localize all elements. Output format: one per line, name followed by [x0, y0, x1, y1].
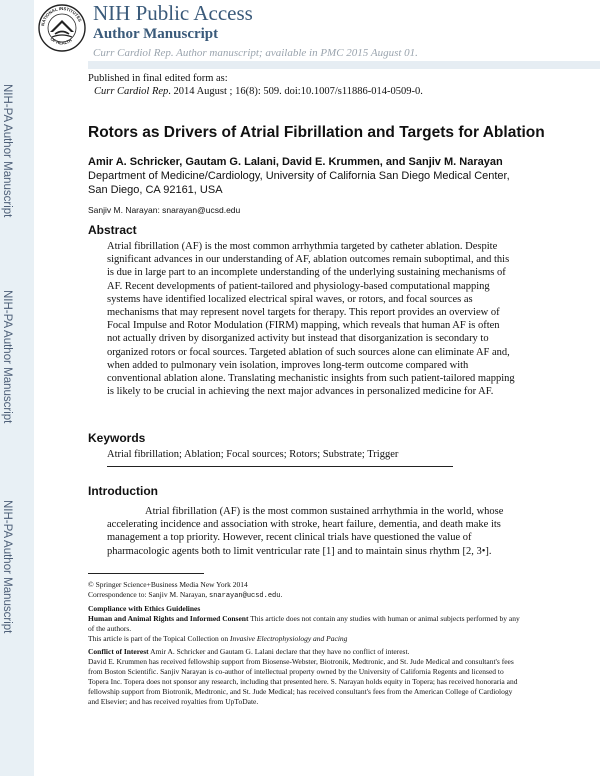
svg-text:OF HEALTH: OF HEALTH: [49, 36, 73, 46]
contact-email: Sanjiv M. Narayan: snarayan@ucsd.edu: [88, 205, 241, 215]
keywords-text: Atrial fibrillation; Ablation; Focal sources; Rotors; Substrate; Trigger: [107, 449, 399, 460]
svg-text:NATIONAL INSTITUTES: NATIONAL INSTITUTES: [40, 5, 83, 27]
header-note: Curr Cardiol Rep. Author manuscript; available in PMC 2015 August 01.: [93, 47, 418, 59]
abstract-heading: Abstract: [88, 223, 137, 237]
topical-collection: This article is part of the Topical Collection on Invasive Electrophysiology and Pacing: [88, 634, 348, 643]
header-title: NIH Public Access: [93, 1, 253, 25]
introduction-text: Atrial fibrillation (AF) is the most common sustained arrhythmia in the world, whose accelerating incidence and association with stroke, heart failure, dementia, and death make its management a top priority. However, recent clinical trials have questioned the value of pharmacologic agents both to limit ventricular rate [1] and to maintain sinus rhythm [2, 3•].: [107, 506, 504, 557]
human-rights: Human and Animal Rights and Informed Consent This article does not contain any studies with human or animal subjects performed by any of the authors.: [88, 614, 520, 633]
publication-info: [88, 72, 423, 98]
introduction-heading: Introduction: [88, 484, 158, 498]
header-subtitle: Author Manuscript: [93, 26, 219, 42]
correspondence-email: snarayan@ucsd.edu: [209, 592, 281, 600]
journal-name: Curr Cardiol Rep: [94, 86, 169, 97]
footnote-rule: [88, 573, 204, 574]
citation-details: . 2014 August ; 16(8): 509. doi:10.1007/s11886-014-0509-0.: [168, 86, 423, 97]
copyright: © Springer Science+Business Media New York 2014: [88, 580, 248, 589]
citation: [88, 85, 423, 98]
correspondence: Correspondence to: Sanjiv M. Narayan, snarayan@ucsd.edu.: [88, 590, 283, 600]
conflict-of-interest: Conflict of Interest Amir A. Schricker and Gautam G. Lalani declare that they have no conflict of interest.: [88, 647, 410, 656]
header-rule: [88, 61, 600, 69]
abstract-text: Atrial fibrillation (AF) is the most common arrhythmia targeted by catheter ablation. Despite significant advances in our understanding of AF, ablation outcomes remain suboptimal, and this is due in large part to an incomplete understanding of the underlying sustaining mechanisms of AF. Recent developments of patient-tailored and physiology-based computational mapping systems have identified localized electrical spiral waves, or rotors, and focal sources as mechanisms that may represent novel targets for therapy. This report provides an overview of Focal Impulse and Rotor Modulation (FIRM) mapping, which reveals that human AF is often not actually driven by disorganized activity but instead that disorganization is secondary to organized rotors or focal sources. Targeted ablation of such sources alone can eliminate AF and, when added to pulmonary vein isolation, improves long-term outcome compared with conventional ablation alone. Translating mechanistic insights from such patient-tailored mapping is likely to be crucial in achieving the next major advances in personalized medicine for AF.: [107, 241, 515, 398]
side-banner: [0, 0, 34, 776]
side-label-top: NIH-PA Author Manuscript: [1, 84, 13, 218]
nih-seal-logo: [38, 4, 86, 52]
affiliation: Department of Medicine/Cardiology, University of California San Diego Medical Center, San Diego, CA 92161, USA: [88, 170, 510, 196]
side-label-middle: NIH-PA Author Manuscript: [1, 290, 13, 424]
keywords-heading: Keywords: [88, 431, 146, 445]
keywords-rule: [107, 466, 453, 467]
footnotes: [88, 580, 520, 707]
published-label: Published in final edited form as:: [88, 73, 228, 84]
side-label-bottom: NIH-PA Author Manuscript: [1, 500, 13, 634]
article-title: Rotors as Drivers of Atrial Fibrillation and Targets for Ablation: [88, 124, 545, 141]
author-list: Amir A. Schricker, Gautam G. Lalani, David E. Krummen, and Sanjiv M. Narayan: [88, 156, 503, 168]
disclosure: David E. Krummen has received fellowship support from Biosense-Webster, Biotronik, Medtronic, and St. Jude Medical and consultant's fees from Boston Scientific. Sanjiv Narayan is co-author of intellectual property owned by the University of California Regents and licensed to Topera Inc. Topera does not sponsor any research, including that presented here. S. Narayan holds equity in Topera; has received honoraria and fellowship support from Biotronik, Medtronic, and St. Jude Medical; has received consultant's fees from the American College of Cardiology and Elsevier; and has received royalties from UpToDate.: [88, 657, 518, 706]
ethics-heading: Compliance with Ethics Guidelines: [88, 604, 201, 613]
